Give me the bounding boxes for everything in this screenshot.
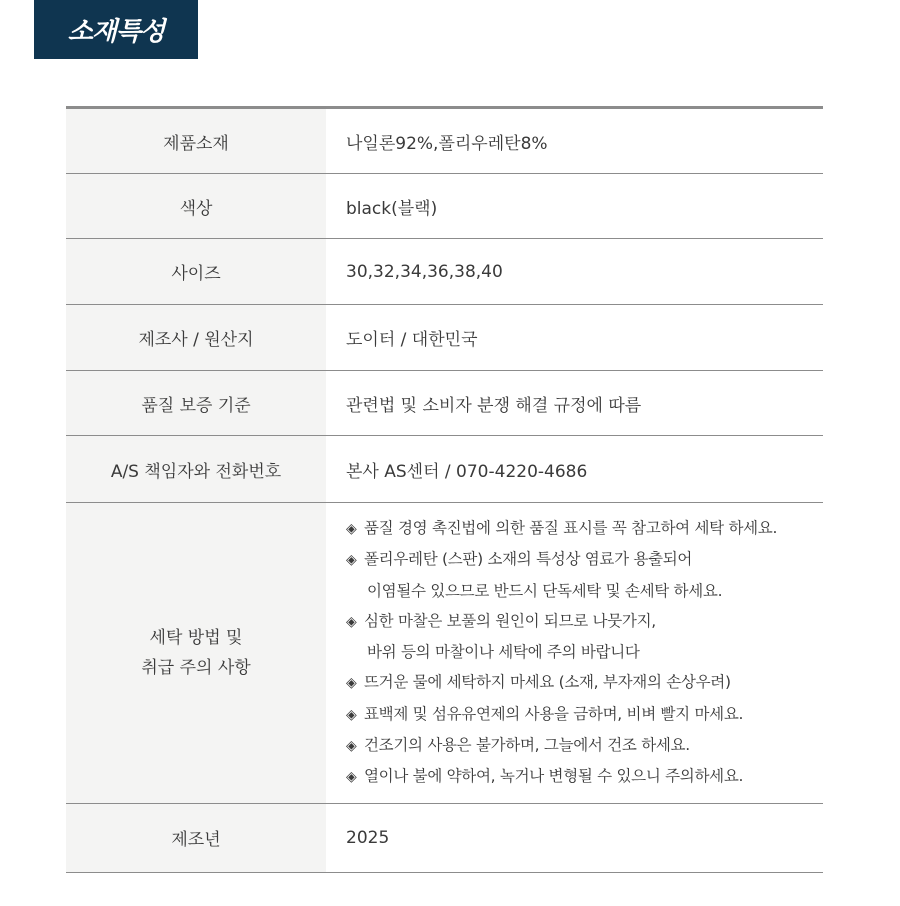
care-text: 심한 마찰은 보풀의 원인이 되므로 나뭇가지, — [364, 611, 656, 630]
spec-row-year — [66, 803, 823, 872]
spec-value: black(블랙) — [346, 198, 438, 219]
diamond-bullet-icon: ◈ — [346, 675, 357, 692]
care-text: 뜨거운 물에 세탁하지 마세요 (소재, 부자재의 손상우려) — [364, 673, 731, 692]
care-item — [346, 667, 823, 698]
care-instructions — [326, 503, 823, 804]
care-label — [66, 503, 326, 804]
spec-row-maker-origin — [66, 305, 823, 371]
care-text: 폴리우레탄 (스판) 소재의 특성상 염료가 용출되어 — [364, 550, 693, 569]
care-text: 품질 경영 촉진법에 의한 품질 표시를 꼭 참고하여 세탁 하세요. — [364, 519, 778, 537]
spec-row-color — [66, 174, 823, 239]
diamond-bullet-icon: ◈ — [346, 706, 357, 723]
section-title-badge — [34, 0, 198, 59]
spec-value: 30,32,34,36,38,40 — [346, 261, 503, 282]
section-title: 소재특성 — [67, 17, 165, 47]
care-item — [346, 699, 823, 730]
spec-value: 관련법 및 소비자 분쟁 해결 규정에 따름 — [346, 395, 642, 416]
care-text: 바위 등의 마찰이나 세탁에 주의 바랍니다 — [367, 643, 640, 662]
spec-value: 2025 — [346, 827, 390, 848]
care-item — [346, 730, 823, 761]
care-list — [346, 503, 823, 803]
care-text: 표백제 및 섬유유연제의 사용을 금하며, 비벼 빨지 마세요. — [364, 704, 744, 723]
diamond-bullet-icon: ◈ — [346, 769, 357, 786]
spec-value: 본사 AS센터 / 070-4220-4686 — [346, 461, 588, 482]
spec-value: 나일론92%,폴리우레탄8% — [346, 133, 548, 154]
spec-value: 도이터 / 대한민국 — [346, 330, 478, 350]
care-text: 건조기의 사용은 불가하며, 그늘에서 건조 하세요. — [364, 736, 690, 755]
diamond-bullet-icon: ◈ — [346, 613, 357, 630]
care-item — [346, 606, 823, 637]
care-item — [346, 761, 823, 792]
care-text: 열이나 불에 약하여, 녹거나 변형될 수 있으니 주의하세요. — [364, 767, 744, 786]
care-item-continuation — [346, 637, 823, 667]
care-item — [346, 513, 823, 544]
spec-label: 제조사 / 원산지 — [66, 305, 326, 371]
diamond-bullet-icon: ◈ — [346, 552, 357, 569]
spec-label: A/S 책임자와 전화번호 — [66, 436, 326, 503]
spec-row-material — [66, 108, 823, 174]
care-text: 이염될수 있으므로 반드시 단독세탁 및 손세탁 하세요. — [367, 581, 723, 600]
spec-label: 품질 보증 기준 — [66, 371, 326, 436]
care-item-continuation — [346, 576, 823, 606]
spec-label: 제품소재 — [66, 108, 326, 174]
spec-row-as-contact — [66, 436, 823, 503]
care-label-line: 세탁 방법 및 — [149, 627, 243, 648]
spec-label: 사이즈 — [66, 239, 326, 305]
spec-row-size — [66, 239, 823, 305]
spec-label: 제조년 — [66, 803, 326, 872]
care-item — [346, 544, 823, 575]
product-spec-table — [66, 106, 823, 873]
spec-row-care — [66, 503, 823, 804]
diamond-bullet-icon: ◈ — [346, 521, 357, 537]
care-label-line: 취급 주의 사항 — [141, 657, 251, 678]
spec-row-quality — [66, 371, 823, 436]
spec-label: 색상 — [66, 174, 326, 239]
diamond-bullet-icon: ◈ — [346, 738, 357, 755]
